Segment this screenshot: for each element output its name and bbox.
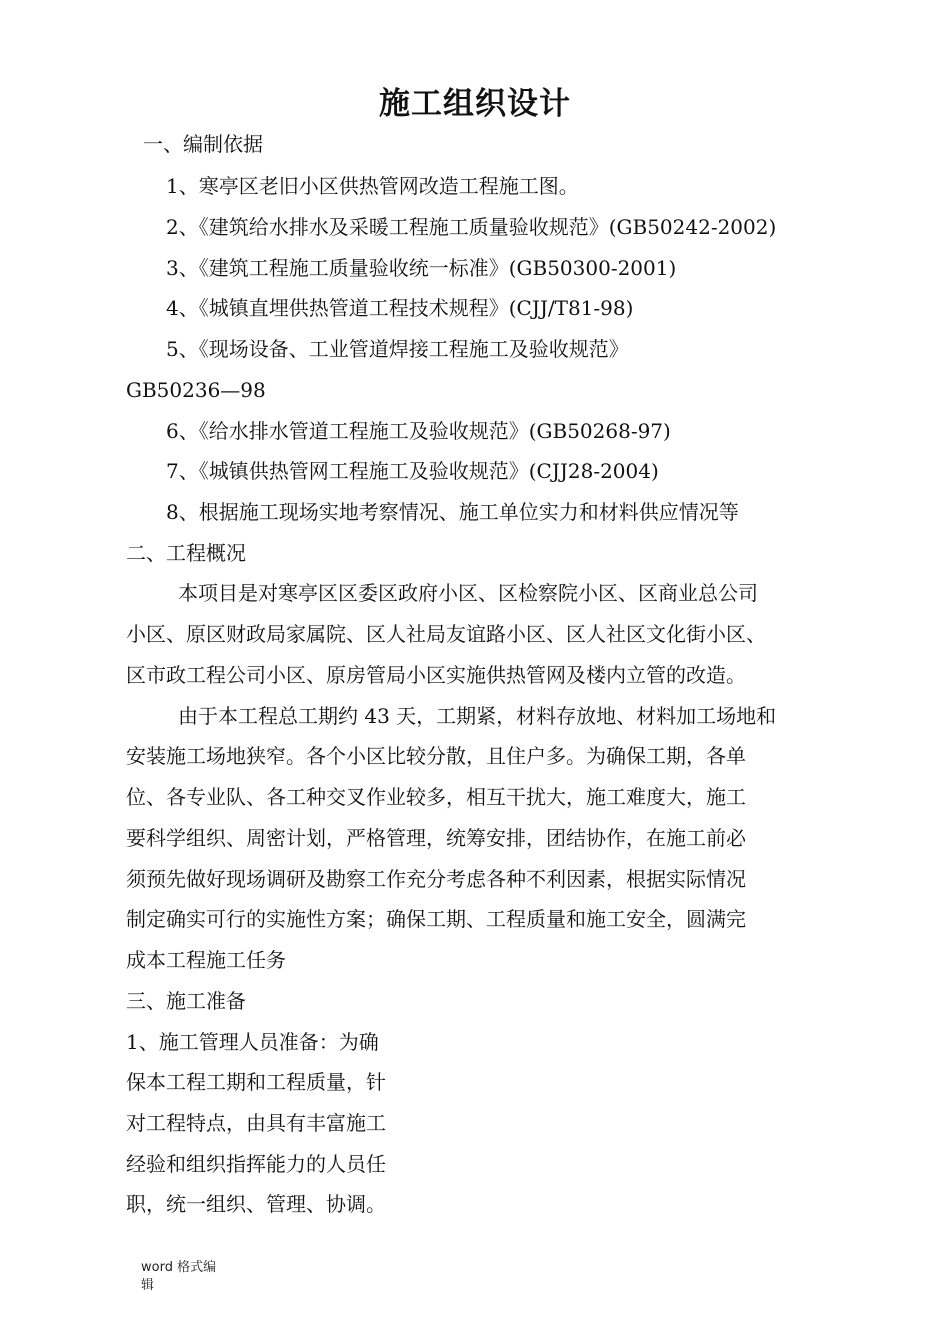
list-item: 6、《给水排水管道工程施工及验收规范》(GB50268-97) [166, 419, 671, 443]
list-item: 8、根据施工现场实地考察情况、施工单位实力和材料供应情况等 [166, 500, 739, 524]
list-item: 3、《建筑工程施工质量验收统一标准》(GB50300-2001) [166, 256, 677, 280]
paragraph-line: 制定确实可行的实施性方案；确保工期、工程质量和施工安全，圆满完 [126, 907, 746, 931]
paragraph-line: 小区、原区财政局家属院、区人社局友谊路小区、区人社区文化街小区、 [126, 622, 766, 646]
footer-note [141, 1259, 216, 1295]
paragraph-line: 保本工程工期和工程质量，针 [126, 1070, 386, 1094]
document-title: 施工组织设计 [379, 86, 571, 122]
paragraph-line: 安装施工场地狭窄。各个小区比较分散，且住户多。为确保工期，各单 [126, 744, 746, 768]
list-item: 1、寒亭区老旧小区供热管网改造工程施工图。 [166, 174, 579, 198]
list-item: 2、《建筑给水排水及采暖工程施工质量验收规范》(GB50242-2002) [166, 215, 777, 239]
paragraph-line: 本项目是对寒亭区区委区政府小区、区检察院小区、区商业总公司 [178, 581, 758, 605]
paragraph-line: 经验和组织指挥能力的人员任 [126, 1152, 386, 1176]
section-heading: 三、施工准备 [126, 989, 246, 1013]
paragraph-line: 位、各专业队、各工种交叉作业较多，相互干扰大，施工难度大，施工 [126, 785, 746, 809]
footer-line: 辑 [141, 1278, 155, 1293]
paragraph-line: 成本工程施工任务 [126, 948, 286, 972]
paragraph-line: 区市政工程公司小区、原房管局小区实施供热管网及楼内立管的改造。 [126, 663, 746, 687]
paragraph-line: 1、施工管理人员准备：为确 [126, 1030, 379, 1054]
paragraph-line: 由于本工程总工期约 43 天，工期紧，材料存放地、材料加工场地和 [178, 704, 777, 728]
paragraph-line: 要科学组织、周密计划，严格管理，统筹安排，团结协作，在施工前必 [126, 826, 746, 850]
paragraph-line: 职，统一组织、管理、协调。 [126, 1192, 386, 1216]
list-item: 5、《现场设备、工业管道焊接工程施工及验收规范》 [166, 337, 629, 361]
section-heading: 二、工程概况 [126, 541, 246, 565]
footer-line: word 格式编 [141, 1260, 217, 1275]
paragraph-line: 须预先做好现场调研及勘察工作充分考虑各种不利因素，根据实际情况 [126, 867, 746, 891]
section-heading: 一、编制依据 [143, 132, 263, 156]
list-item: 4、《城镇直埋供热管道工程技术规程》(CJJ/T81-98) [166, 296, 634, 320]
paragraph-line: 对工程特点，由具有丰富施工 [126, 1111, 386, 1135]
list-item-continuation: GB50236—98 [126, 378, 266, 402]
list-item: 7、《城镇供热管网工程施工及验收规范》(CJJ28-2004) [166, 459, 659, 483]
